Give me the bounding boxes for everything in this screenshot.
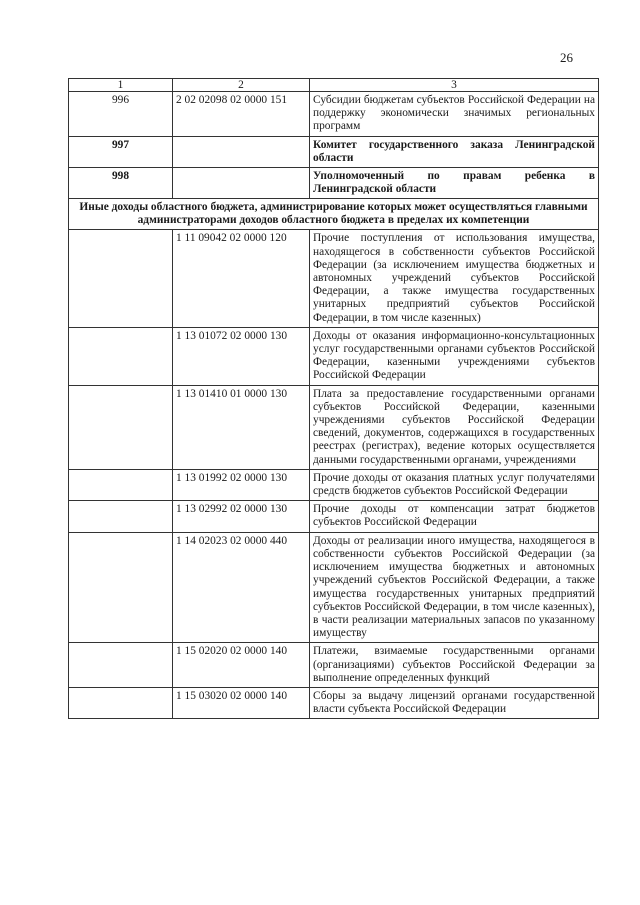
administrator-code xyxy=(69,532,173,643)
administrator-code xyxy=(69,230,173,327)
revenue-description: Прочие поступления от использования имущества, находящегося в собственности субъектов Российской Федерации (за исключением имущества бюджетных и автономных учреждений субъектов Российской Федерации, а также имущества государственных унитарных предприятий субъектов Российской Федерации, в том числе казенных) xyxy=(310,230,599,327)
revenue-code: 1 13 01410 01 0000 130 xyxy=(173,385,310,469)
revenue-description: Платежи, взимаемые государственными органами (организациями) субъектов Российской Федерации за выполнение определенных функций xyxy=(310,643,599,688)
table-row xyxy=(69,687,599,718)
table-header-row xyxy=(69,79,599,92)
revenue-code xyxy=(173,136,310,167)
administrator-code xyxy=(69,643,173,688)
revenue-description: Доходы от реализации иного имущества, находящегося в собственности субъектов Российской Федерации (за исключением имущества бюджетных и автономных учреждений субъектов Российской Федерации, а также имущества государственных унитарных предприятий субъектов Российской Федерации, в том числе казенных), в части реализации материальных запасов по указанному имуществу xyxy=(310,532,599,643)
table-row xyxy=(69,327,599,385)
page-number: 26 xyxy=(560,50,573,65)
administrator-code xyxy=(69,469,173,500)
administrator-name: Уполномоченный по правам ребенка в Ленинградской области xyxy=(310,168,599,199)
revenue-description: Прочие доходы от компенсации затрат бюджетов субъектов Российской Федерации xyxy=(310,501,599,532)
revenue-code: 1 13 02992 02 0000 130 xyxy=(173,501,310,532)
table-row xyxy=(69,501,599,532)
revenue-code: 1 13 01072 02 0000 130 xyxy=(173,327,310,385)
revenue-description: Субсидии бюджетам субъектов Российской Федерации на поддержку экономически значимых региональных программ xyxy=(310,92,599,137)
table-row xyxy=(69,230,599,327)
column-number-2: 2 xyxy=(173,79,310,92)
administrator-code xyxy=(69,385,173,469)
administrator-code: 997 xyxy=(69,136,173,167)
administrator-code xyxy=(69,327,173,385)
table-row xyxy=(69,532,599,643)
table-row xyxy=(69,136,599,167)
revenue-code: 2 02 02098 02 0000 151 xyxy=(173,92,310,137)
revenue-code xyxy=(173,168,310,199)
section-heading: Иные доходы областного бюджета, администрирование которых может осуществляться главными администраторами доходов областного бюджета в пределах их компетенции xyxy=(69,199,599,230)
revenue-description: Доходы от оказания информационно-консультационных услуг государственными органами субъектов Российской Федерации, казенными учреждениями субъектов Российской Федерации xyxy=(310,327,599,385)
revenue-description: Прочие доходы от оказания платных услуг получателями средств бюджетов субъектов Российской Федерации xyxy=(310,469,599,500)
table-row xyxy=(69,643,599,688)
administrator-code xyxy=(69,687,173,718)
column-number-3: 3 xyxy=(310,79,599,92)
revenue-code: 1 15 02020 02 0000 140 xyxy=(173,643,310,688)
revenue-code: 1 14 02023 02 0000 440 xyxy=(173,532,310,643)
administrator-code: 996 xyxy=(69,92,173,137)
section-heading-row xyxy=(69,199,599,230)
revenue-description: Сборы за выдачу лицензий органами государственной власти субъекта Российской Федерации xyxy=(310,687,599,718)
revenue-administrators-table xyxy=(68,78,599,719)
revenue-code: 1 13 01992 02 0000 130 xyxy=(173,469,310,500)
table-row xyxy=(69,385,599,469)
table-row xyxy=(69,469,599,500)
column-number-1: 1 xyxy=(69,79,173,92)
administrator-name: Комитет государственного заказа Ленинградской области xyxy=(310,136,599,167)
table-row xyxy=(69,92,599,137)
revenue-code: 1 15 03020 02 0000 140 xyxy=(173,687,310,718)
administrator-code: 998 xyxy=(69,168,173,199)
table-row xyxy=(69,168,599,199)
administrator-code xyxy=(69,501,173,532)
revenue-code: 1 11 09042 02 0000 120 xyxy=(173,230,310,327)
revenue-description: Плата за предоставление государственными органами субъектов Российской Федерации, казенными учреждениями субъектов Российской Федерации сведений, документов, содержащихся в государственных реестрах (регистрах), ведение которых осуществляется данными государственными органами, учреждениями xyxy=(310,385,599,469)
